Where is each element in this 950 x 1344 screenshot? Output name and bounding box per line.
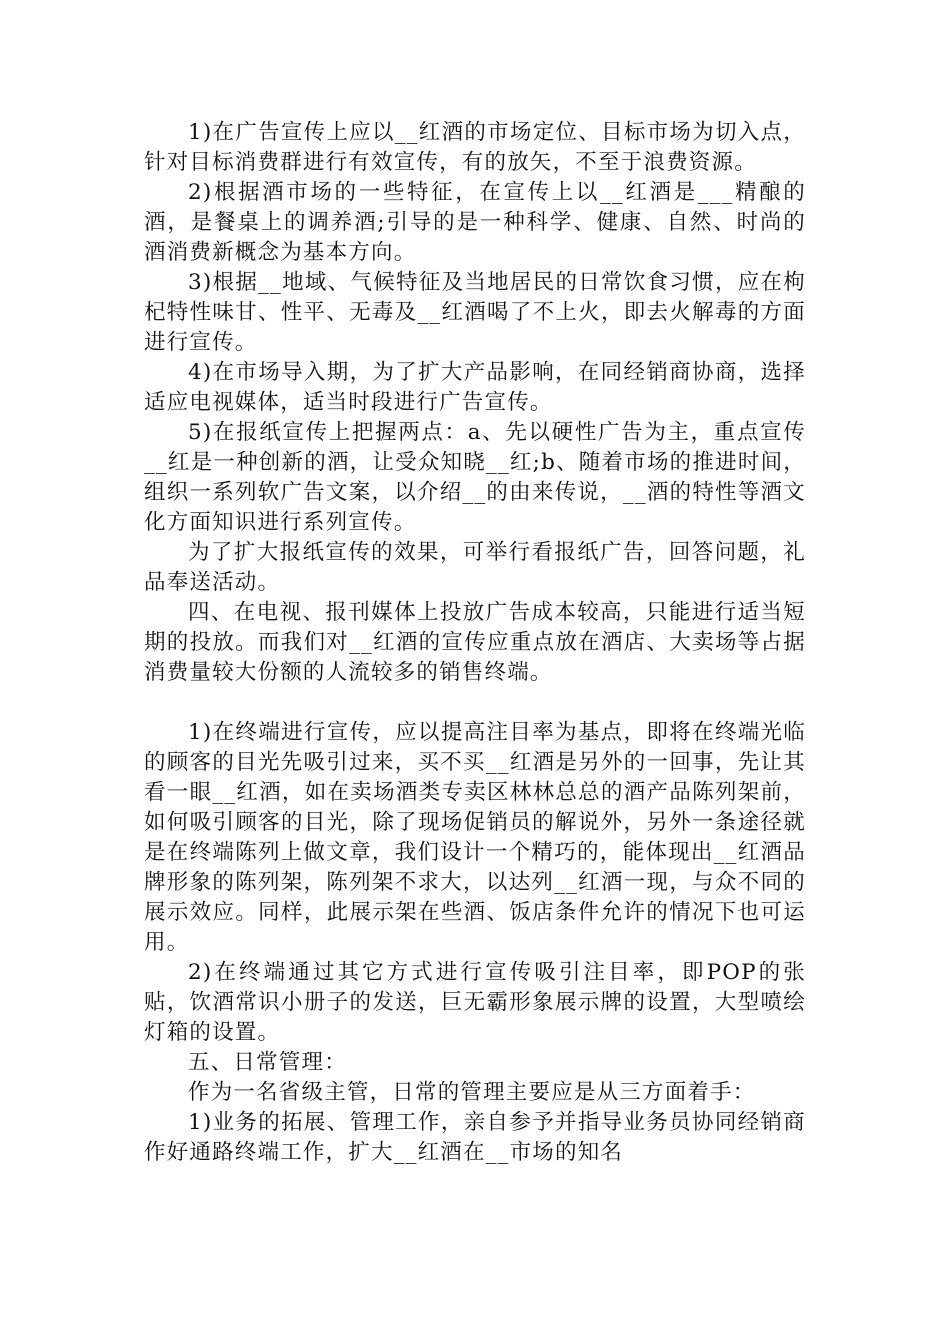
paragraph-newspaper-event: 为了扩大报纸宣传的效果，可举行看报纸广告，回答问题，礼品奉送活动。 — [144, 540, 806, 595]
paragraph-business-expansion: 1)业务的拓展、管理工作，亲自参予并指导业务员协同经销商作好通路终端工作，扩大__红酒在__市场的知名 — [144, 1110, 806, 1165]
paragraph-section-four: 四、在电视、报刊媒体上投放广告成本较高，只能进行适当短期的投放。而我们对__红酒的宣传应重点放在酒店、大卖场等占据消费量较大份额的人流较多的销售终端。 — [144, 600, 806, 685]
paragraph-market-features: 2)根据酒市场的一些特征，在宣传上以__红酒是___精酿的酒，是餐桌上的调养酒;引导的是一种科学、健康、自然、时尚的酒消费新概念为基本方向。 — [144, 180, 806, 265]
paragraph-management-intro: 作为一名省级主管，日常的管理主要应是从三方面着手： — [188, 1080, 756, 1105]
document-page — [144, 118, 806, 1168]
paragraph-ad-positioning: 1)在广告宣传上应以__红酒的市场定位、目标市场为切入点，针对目标消费群进行有效宣传，有的放矢，不至于浪费资源。 — [144, 120, 806, 175]
heading-section-five: 五、日常管理： — [188, 1050, 347, 1075]
paragraph-terminal-display: 1)在终端进行宣传，应以提高注目率为基点，即将在终端光临的顾客的目光先吸引过来，买不买__红酒是另外的一回事，先让其看一眼__红酒，如在卖场酒类专卖区林林总总的酒产品陈列架前，如何吸引顾客的目光，除了现场促销员的解说外，另外一条途径就是在终端陈列上做文章，我们设计一个精巧的，能体现出__红酒品牌形象的陈列架，陈列架不求大，以达列__红酒一现，与众不同的展示效应。同样，此展示架在些酒、饭店条件允许的情况下也可运用。 — [144, 720, 806, 955]
paragraph-market-introduction: 4)在市场导入期，为了扩大产品影响，在同经销商协商，选择适应电视媒体，适当时段进行广告宣传。 — [144, 360, 806, 415]
paragraph-terminal-pop: 2)在终端通过其它方式进行宣传吸引注目率，即POP的张贴，饮酒常识小册子的发送，巨无霸形象展示牌的设置，大型喷绘灯箱的设置。 — [144, 960, 806, 1045]
paragraph-gap — [144, 688, 806, 718]
paragraph-newspaper-promotion: 5)在报纸宣传上把握两点：a、先以硬性广告为主，重点宣传__红是一种创新的酒，让受众知晓__红;b、随着市场的推进时间，组织一系列软广告文案，以介绍__的由来传说，__酒的特性等酒文化方面知识进行系列宣传。 — [144, 420, 806, 535]
paragraph-regional-climate: 3)根据__地域、气候特征及当地居民的日常饮食习惯，应在枸杞特性味甘、性平、无毒及__红酒喝了不上火，即去火解毒的方面进行宣传。 — [144, 270, 806, 355]
